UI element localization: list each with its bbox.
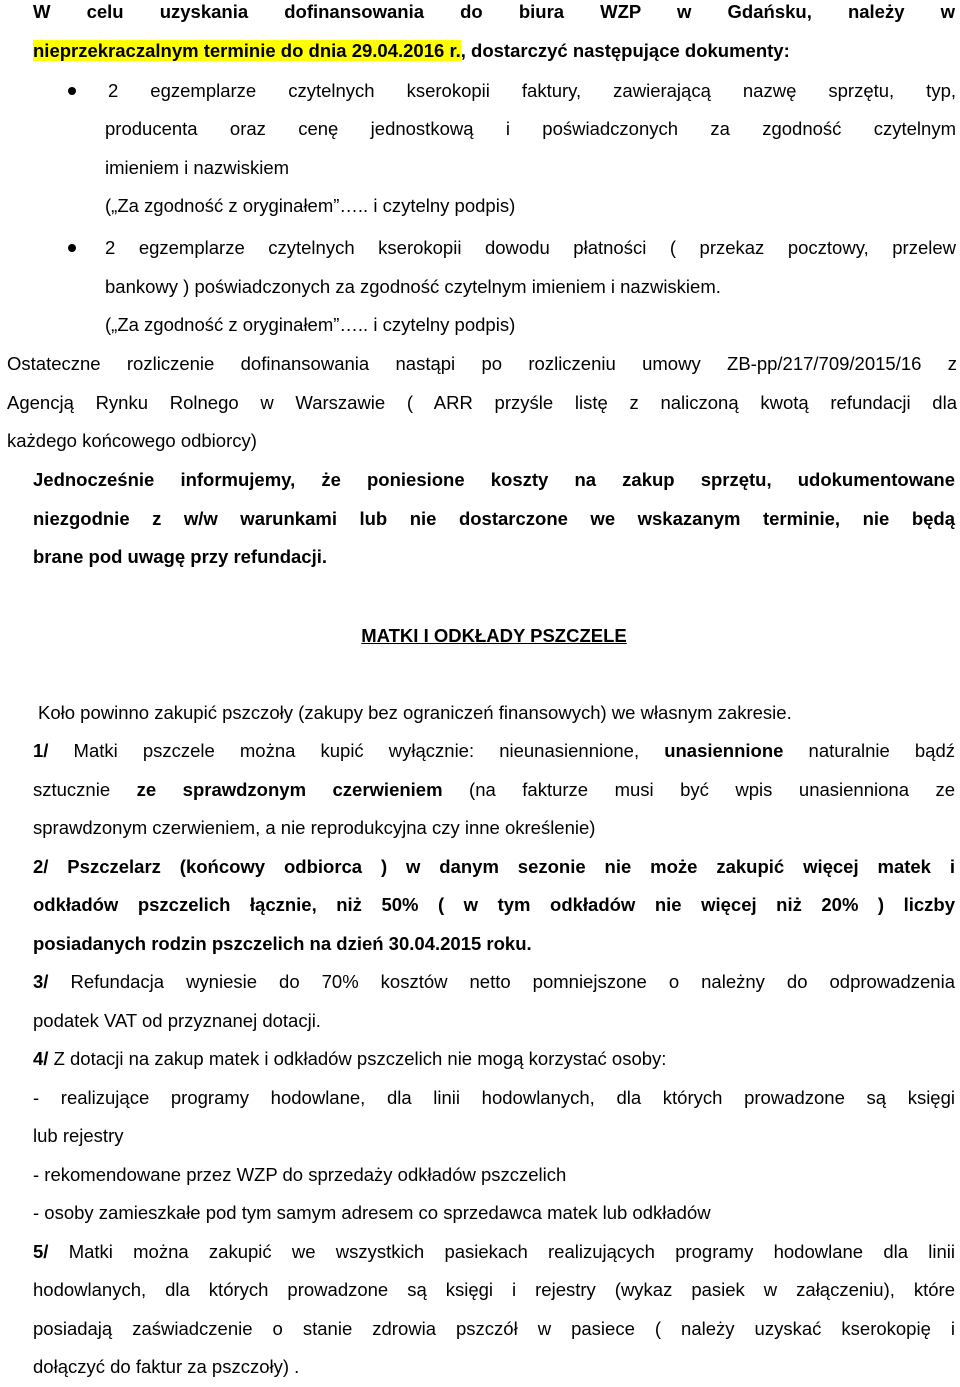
rule-4-number: 4/ bbox=[33, 1048, 49, 1069]
rule-5-number: 5/ bbox=[33, 1240, 49, 1262]
rule-4-item-1: - realizujące programy hodowlane, dla linii hodowlanych, dla których prowadzone są księgi bbox=[33, 1086, 955, 1108]
bullet-1-line-1: 2 egzemplarze czytelnych kserokopii faktury, zawierającą nazwę sprzętu, typ, bbox=[108, 80, 956, 101]
warning-paragraph bbox=[33, 461, 955, 577]
rule-4-line-1 bbox=[33, 1040, 955, 1079]
rule-4-item-2: - rekomendowane przez WZP do sprzedaży odkładów pszczelich bbox=[33, 1163, 567, 1185]
bullet-1-note: („Za zgodność z oryginałem”….. i czytelny podpis) bbox=[105, 195, 516, 216]
bullet-dot-icon bbox=[68, 244, 76, 252]
rule-5-line-2: hodowlanych, dla których prowadzone są księgi i rejestry (wykaz pasiek w załączeniu), które bbox=[33, 1279, 955, 1300]
bullet-dot-icon bbox=[68, 87, 76, 95]
rule-1-number: 1/ bbox=[33, 740, 49, 761]
section-heading: MATKI I ODKŁADY PSZCZELE bbox=[361, 625, 627, 646]
rule-1-text-d: sztucznie bbox=[33, 778, 137, 800]
rule-1-text-f: (na fakturze musi być wpis unasienniona ze bbox=[442, 778, 956, 800]
bullet-1-continuation bbox=[105, 110, 956, 226]
settlement-line-3: każdego końcowego odbiorcy) bbox=[7, 430, 257, 451]
rule-3-number: 3/ bbox=[33, 971, 49, 992]
bullet-2-line-1: 2 egzemplarze czytelnych kserokopii dowodu płatności ( przekaz pocztowy, przelew bbox=[105, 237, 956, 258]
rule-4-item-1-cont: lub rejestry bbox=[33, 1125, 124, 1146]
intro-line-2-rest: , dostarczyć następujące dokumenty: bbox=[460, 39, 790, 61]
section-heading-wrap bbox=[0, 617, 960, 656]
rule-5-line-4: dołączyć do faktur za pszczoły) . bbox=[33, 1356, 300, 1377]
rule-1-text-c: naturalnie bądź bbox=[783, 740, 956, 761]
rule-1-line-3: sprawdzonym czerwieniem, a nie reprodukcyjna czy inne określenie) bbox=[33, 817, 596, 838]
rule-4-item-3: - osoby zamieszkałe pod tym samym adresem co sprzedawca matek lub odkładów bbox=[33, 1202, 711, 1223]
rule-2-line-2: odkładów pszczelich łącznie, niż 50% ( w tym odkładów nie więcej niż 20% ) liczby bbox=[33, 894, 955, 915]
warning-line-2: niezgodnie z w/w warunkami lub nie dostarczone we wskazanym terminie, nie będą bbox=[33, 507, 955, 529]
settlement-paragraph bbox=[7, 345, 957, 461]
bullet-1-line-3: imieniem i nazwiskiem bbox=[105, 156, 290, 178]
rule-5-line-3: posiadają zaświadczenie o stanie zdrowia pszczół w pasiece ( należy uzyskać kserokopię i bbox=[33, 1317, 955, 1339]
rule-1-text-bold: unasiennione bbox=[664, 740, 784, 761]
rule-5-line-1 bbox=[33, 1233, 955, 1272]
bullet-2-note: („Za zgodność z oryginałem”….. i czytelny podpis) bbox=[105, 314, 516, 335]
rule-3-line-2: podatek VAT od przyznanej dotacji. bbox=[33, 1009, 321, 1031]
bullet-item-1 bbox=[0, 72, 960, 111]
rule-2-line-3: posiadanych rodzin pszczelich na dzień 30.04.2015 roku. bbox=[33, 932, 532, 954]
warning-line-1: Jednocześnie informujemy, że poniesione koszty na zakup sprzętu, udokumentowane bbox=[33, 469, 955, 490]
rule-1-line-1 bbox=[33, 732, 955, 771]
rule-3-text: Refundacja wyniesie do 70% kosztów netto pomniejszone o należny do odprowadzenia bbox=[48, 971, 955, 992]
intro-line-1: W celu uzyskania dofinansowania do biura WZP w Gdańsku, należy w bbox=[33, 1, 955, 22]
bullet-item-2 bbox=[0, 229, 960, 345]
settlement-line-1: Ostateczne rozliczenie dofinansowania nastąpi po rozliczeniu umowy ZB-pp/217/709/2015/16 z bbox=[7, 353, 957, 374]
rules-list bbox=[33, 732, 955, 1387]
circle-note bbox=[38, 694, 958, 733]
bullet-2-line-2: bankowy ) poświadczonych za zgodność czytelnym imieniem i nazwiskiem. bbox=[105, 275, 721, 297]
rule-3-line-1 bbox=[33, 963, 955, 1002]
intro-line-2 bbox=[33, 32, 955, 71]
circle-note-text: Koło powinno zakupić pszczoły (zakupy bez ograniczeń finansowych) we własnym zakresie. bbox=[38, 702, 792, 723]
warning-line-3: brane pod uwagę przy refundacji. bbox=[33, 546, 327, 567]
settlement-line-2: Agencją Rynku Rolnego w Warszawie ( ARR przyśle listę z naliczoną kwotą refundacji dla bbox=[7, 391, 957, 413]
rule-1-text-a: Matki pszczele można kupić wyłącznie: nieunasiennione, bbox=[48, 740, 665, 761]
rule-4-text: Z dotacji na zakup matek i odkładów pszczelich nie mogą korzystać osoby: bbox=[48, 1048, 667, 1069]
rule-5-text: Matki można zakupić we wszystkich pasiekach realizujących programy hodowlane dla linii bbox=[48, 1240, 955, 1262]
intro-paragraph bbox=[33, 0, 955, 70]
rule-2-line-1: 2/ Pszczelarz (końcowy odbiorca ) w danym sezonie nie może zakupić więcej matek i bbox=[33, 855, 955, 877]
rule-1-text-bold-2: ze sprawdzonym czerwieniem bbox=[136, 778, 443, 800]
bullet-1-line-2: producenta oraz cenę jednostkową i poświadczonych za zgodność czytelnym bbox=[105, 118, 956, 139]
rule-1-line-2 bbox=[33, 771, 955, 810]
deadline-highlight: nieprzekraczalnym terminie do dnia 29.04.2016 r. bbox=[33, 39, 461, 61]
